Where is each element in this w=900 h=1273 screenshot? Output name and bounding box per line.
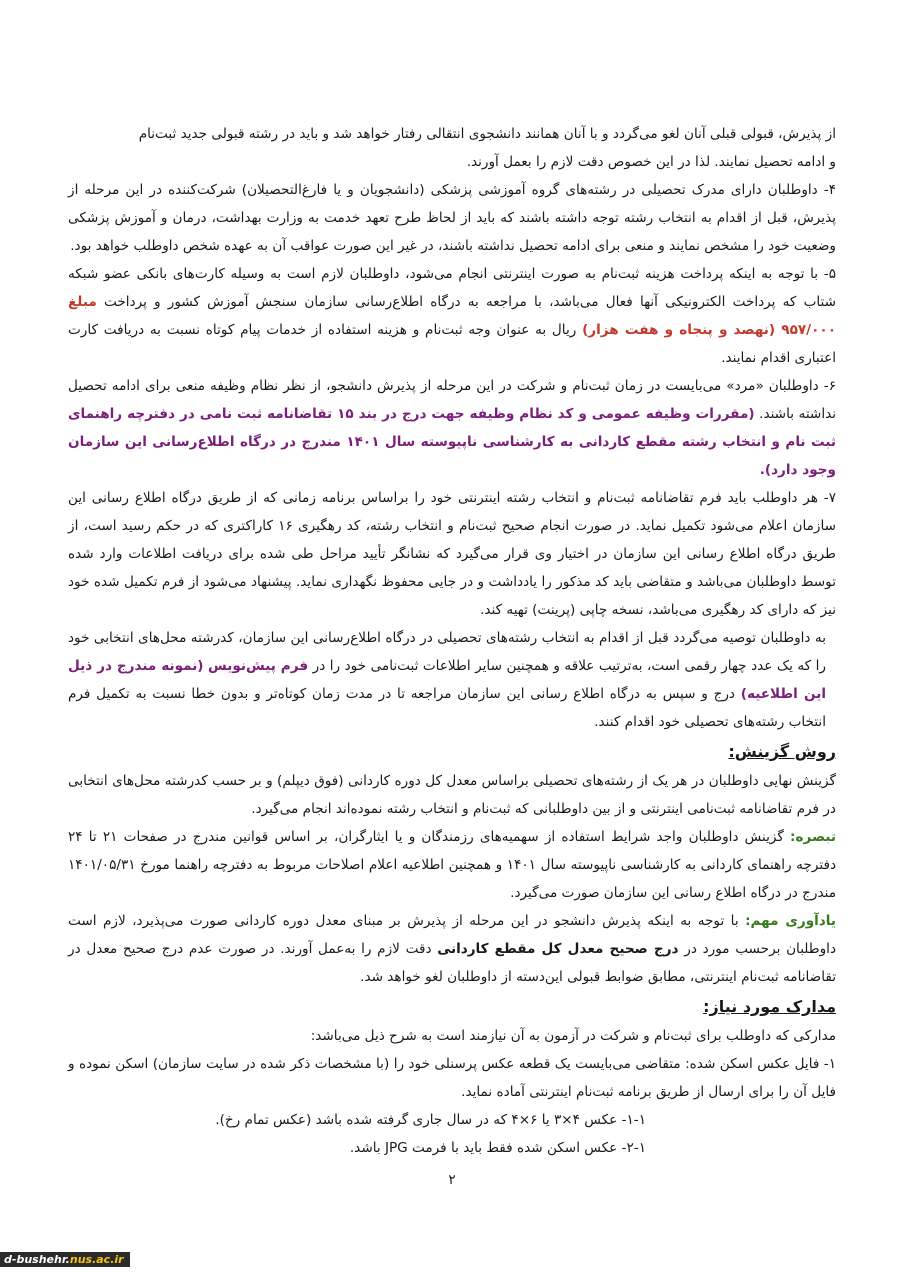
documents-heading: مدارک مورد نیاز: bbox=[703, 997, 836, 1016]
advice-text-a: به داوطلبان توصیه می‌گردد قبل از اقدام به انتخاب رشته‌های تحصیلی در درگاه اطلاع‌رسانی این سازمان، کدرشته محل‌های انتخابی خود را که یک عدد چهار رقمی است، به‌ترتیب علاقه و همچنین سایر اطلاعات ثبت‌نامی خود را در bbox=[68, 630, 826, 674]
reminder-bold: درج صحیح معدل کل مقطع کاردانی bbox=[437, 941, 679, 957]
advice-text-b: درج و سپس به درگاه اطلاع رسانی این سازمان مراجعه تا در مدت زمان کوتاه‌تر و بدون خطا نسبت به تکمیل فرم انتخاب رشته‌های تحصیلی خود اقدام کنند. bbox=[68, 686, 826, 730]
item-5-text-b: ریال به عنوان وجه ثبت‌نام و هزینه استفاده از خدمات پیام کوتاه نسبت به دریافت کارت اعتباری اقدام نمایند. bbox=[68, 322, 836, 366]
page-number: ۲ bbox=[448, 1172, 456, 1188]
documents-sub-1: ۱-۱- عکس ۴×۳ یا ۶×۴ که در سال جاری گرفته شده باشد (عکس تمام رخ). bbox=[215, 1112, 646, 1128]
item-6 bbox=[68, 372, 836, 484]
documents-sub-2: ۲-۱- عکس اسکن شده فقط باید با فرمت JPG باشد. bbox=[349, 1140, 646, 1156]
selection-paragraph: گزینش نهایی داوطلبان در هر یک از رشته‌های تحصیلی براساس معدل کل دوره کاردانی (فوق دیپلم) و بر حسب کدرشته محل‌های انتخابی در فرم تقاضانامه ثبت‌نامی اینترنتی و از بین داوطلبانی که ثبت‌نام و انتخاب رشته نموده‌اند انجام می‌گیرد. bbox=[68, 773, 836, 817]
important-reminder bbox=[68, 907, 836, 991]
fee-amount: مبلغ ۹۵۷/۰۰۰ (نهصد و پنجاه و هفت هزار) bbox=[68, 294, 837, 338]
draft-form-label: فرم پیش‌نویس bbox=[208, 658, 309, 674]
item-7: ۷- هر داوطلب باید فرم تقاضانامه ثبت‌نام و انتخاب رشته اینترنتی خود را براساس برنامه زمانی که از طریق درگاه اطلاع رسانی این سازمان اعلام می‌شود تکمیل نماید. در صورت انجام صحیح ثبت‌نام و انتخاب رشته، کد رهگیری ۱۶ کاراکتری که در حکم رسید است، از طریق درگاه اطلاع رسانی این سازمان در اختیار وی قرار می‌گیرد که نشانگر تأیید مراحل طی شده برای دریافت اطلاعات وارد شده توسط داوطلبان می‌باشد و متقاضی باید کد مذکور را یادداشت و در جایی محفوظ نگهداری نماید. پیشنهاد می‌شود از فرم تکمیل شده خود نیز که دارای کد رهگیری می‌باشد، نسخه چاپی (پرینت) تهیه کند. bbox=[68, 490, 837, 618]
intro-line-1: از پذیرش، قبولی قبلی آنان لغو می‌گردد و با آنان همانند دانشجوی انتقالی رفتار خواهد شد و باید در رشته قبولی جدید ثبت‌نام bbox=[138, 126, 836, 142]
site-watermark bbox=[0, 1252, 130, 1267]
selection-note bbox=[68, 823, 836, 907]
reminder-text-a: با توجه به اینکه پذیرش دانشجو در این مرحله از پذیرش بر مبنای معدل دوره کاردانی صورت می‌پذیرد، لازم است داوطلبان برحسب مورد در bbox=[68, 913, 837, 957]
draft-form-note: (نمونه مندرج در ذیل این اطلاعیه) bbox=[68, 658, 827, 702]
advice-paragraph bbox=[68, 624, 836, 736]
reminder-label: یادآوری مهم: bbox=[745, 913, 836, 929]
note-label: تبصره: bbox=[790, 829, 836, 845]
item-5 bbox=[68, 260, 836, 372]
documents-intro: مدارکی که داوطلب برای ثبت‌نام و شرکت در آزمون به آن نیازمند است به شرح ذیل می‌باشد: bbox=[310, 1028, 836, 1044]
selection-heading: روش گزینش: bbox=[728, 742, 836, 761]
note-text: گزینش داوطلبان واجد شرایط استفاده از سهمیه‌های رزمندگان و یا ایثارگران، بر اساس قوانین مندرج در صفحات ۲۱ تا ۲۴ دفترچه راهنمای کاردانی به کارشناسی ناپیوسته سال ۱۴۰۱ و همچنین اطلاعیه اعلام اصلاحات مربوط به دفترچه راهنما مورخ ۱۴۰۱/۰۵/۳۱ مندرج در درگاه اطلاع رسانی این سازمان صورت می‌گیرد. bbox=[68, 829, 836, 901]
document-page bbox=[68, 120, 836, 1194]
watermark-site: d-bushehr. bbox=[4, 1253, 70, 1266]
intro-line-2: و ادامه تحصیل نمایند. لذا در این خصوص دقت لازم را بعمل آورند. bbox=[466, 154, 836, 170]
watermark-domain: nus.ac.ir bbox=[69, 1253, 124, 1266]
item-5-text-a: ۵- با توجه به اینکه پرداخت هزینه ثبت‌نام به صورت اینترنتی انجام می‌شود، داوطلبان لازم است به وسیله کارت‌های بانکی عضو شبکه شتاب که پرداخت الکترونیکی آنها فعال می‌باشد، با مراجعه به درگاه اطلاع‌رسانی سازمان سنجش آموزش کشور و پرداخت bbox=[68, 266, 836, 310]
item-6-text-a: ۶- داوطلبان «مرد» می‌بایست در زمان ثبت‌نام و شرکت در این مرحله از پذیرش دانشجو، از نظر نظام وظیفه منعی برای ادامه تحصیل نداشته باشند. bbox=[68, 378, 837, 422]
item-4: ۴- داوطلبان دارای مدرک تحصیلی در رشته‌های گروه آموزشی پزشکی (دانشجویان و یا فارغ‌التحصیلان) شرکت‌کننده در این مرحله از پذیرش، قبل از اقدام به انتخاب رشته توجه داشته باشند که باید از لحاظ طرح تعهد خدمت به وزارت بهداشت، درمان و آموزش پزشکی وضعیت خود را مشخص نمایند و منعی برای ادامه تحصیل نداشته باشند، در غیر این صورت عواقب آن به عهده شخص داوطلب خواهد بود. bbox=[68, 182, 836, 254]
military-note: (مقررات وظیفه عمومی و کد نظام وظیفه جهت درج در بند ۱۵ تقاضانامه ثبت نامی در دفترچه راهنمای ثبت نام و انتخاب رشته مقطع کاردانی به کارشناسی ناپیوسته سال ۱۴۰۱ مندرج در درگاه اطلاع‌رسانی این سازمان وجود دارد). bbox=[68, 406, 837, 478]
reminder-text-b: دقت لازم را به‌عمل آورند. در صورت عدم درج صحیح معدل در تقاضانامه ثبت‌نام اینترنتی، مطابق ضوابط قبولی این‌دسته از داوطلبان لغو خواهد شد. bbox=[68, 941, 836, 985]
documents-item-1: ۱- فایل عکس اسکن شده: متقاضی می‌بایست یک قطعه عکس پرسنلی خود را (با مشخصات ذکر شده در سایت سازمان) اسکن نموده و فایل آن را برای ارسال از طریق برنامه ثبت‌نام اینترنتی آماده نماید. bbox=[68, 1056, 836, 1100]
